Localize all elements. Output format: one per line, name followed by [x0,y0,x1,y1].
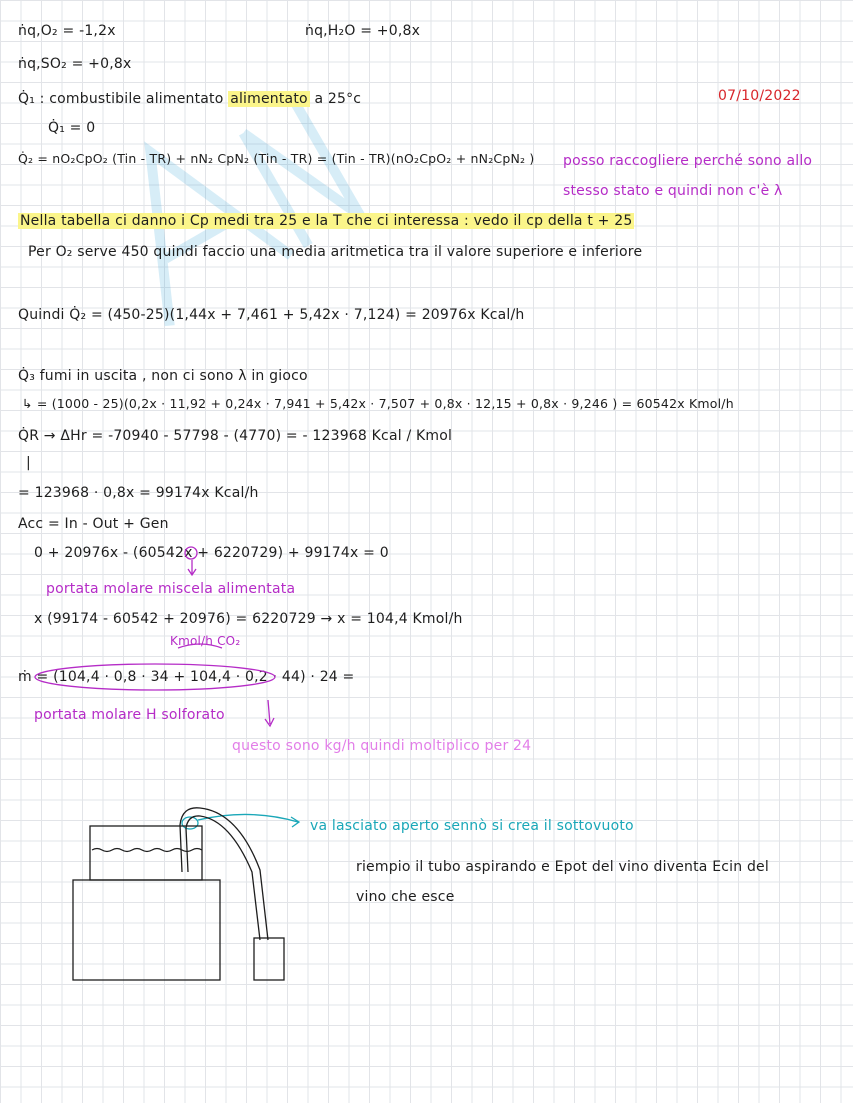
wine-note-2: vino che esce [356,889,455,905]
wine-note-1: riempio il tubo aspirando e Epot del vino diventa Ecin del [356,859,769,875]
acc-equation: Acc = In - Out + Gen [18,516,169,532]
table-note-text: Nella tabella ci danno i Cp medi tra 25 e la T che ci interessa : vedo il cp della t + 25 [20,213,633,229]
ng-so2-line: ṅq,SO₂ = +0,8x [18,56,132,72]
q1-tail: a 25°c [314,91,362,107]
q1-zero: Q̇₁ = 0 [48,120,96,136]
kg-note: questo sono kg/h quindi moltiplico per 24 [232,738,532,754]
balance-equation: 0 + 20976x - (60542x + 6220729) + 99174x = 0 [34,545,389,561]
siphon-note: va lasciato aperto sennò si crea il sottovuoto [310,818,634,834]
brace-mark [178,644,222,648]
q1-label: Q̇₁ : combustibile alimentato [18,91,224,107]
ng-h2o-line: ṅq,H₂O = +0,8x [305,23,421,39]
q1-highlight: alimentato [230,91,308,107]
circle-x-mark [185,547,197,559]
kmol-co2-note: Kmol/h CO₂ [170,634,241,648]
qr-equation: Q̇R → ΔHr = -70940 - 57798 - (4770) = - 123968 Kcal / Kmol [18,428,453,444]
molar-note: portata molare miscela alimentata [46,581,296,597]
o2-note: Per O₂ serve 450 quindi faccio una media aritmetica tra il valore superiore e inferiore [28,244,643,260]
arrow-down-icon [188,560,196,575]
h2s-note: portata molare H solforato [34,707,225,723]
mass-equation: ṁ = (104,4 · 0,8 · 34 + 104,4 · 0,2 · 44) · 24 = [18,669,355,685]
q3-equation: ↳ = (1000 - 25)(0,2x · 11,92 + 0,24x · 7,941 + 5,42x · 7,507 + 0,8x · 12,15 + 0,8x · 9,246 ) = 60542x Kmol/h [22,396,734,411]
qr-bar: | [26,455,31,471]
siphon-drawing [73,808,284,980]
ng-o2-line: ṅq,O₂ = -1,2x [18,23,116,39]
solve-equation: x (99174 - 60542 + 20976) = 6220729 → x = 104,4 Kmol/h [34,611,463,627]
oval-mark [35,664,275,690]
q3-label: Q̇₃ fumi in uscita , non ci sono λ in gioco [18,368,308,384]
arrow-down-icon [265,700,274,726]
q2-equation: Q̇₂ = nO₂CpO₂ (Tin - TR) + nN₂ CpN₂ (Tin - TR) = (Tin - TR)(nO₂CpO₂ + nN₂CpN₂ ) [18,151,535,166]
q2-note-1: posso raccogliere perché sono allo [563,153,813,169]
qr-result: = 123968 · 0,8x = 99174x Kcal/h [18,485,259,501]
q2-result: Quindi Q̇₂ = (450-25)(1,44x + 7,461 + 5,42x · 7,124) = 20976x Kcal/h [18,307,525,323]
date-label: 07/10/2022 [718,88,801,104]
q2-note-2: stesso stato e quindi non c'è λ [563,183,783,199]
